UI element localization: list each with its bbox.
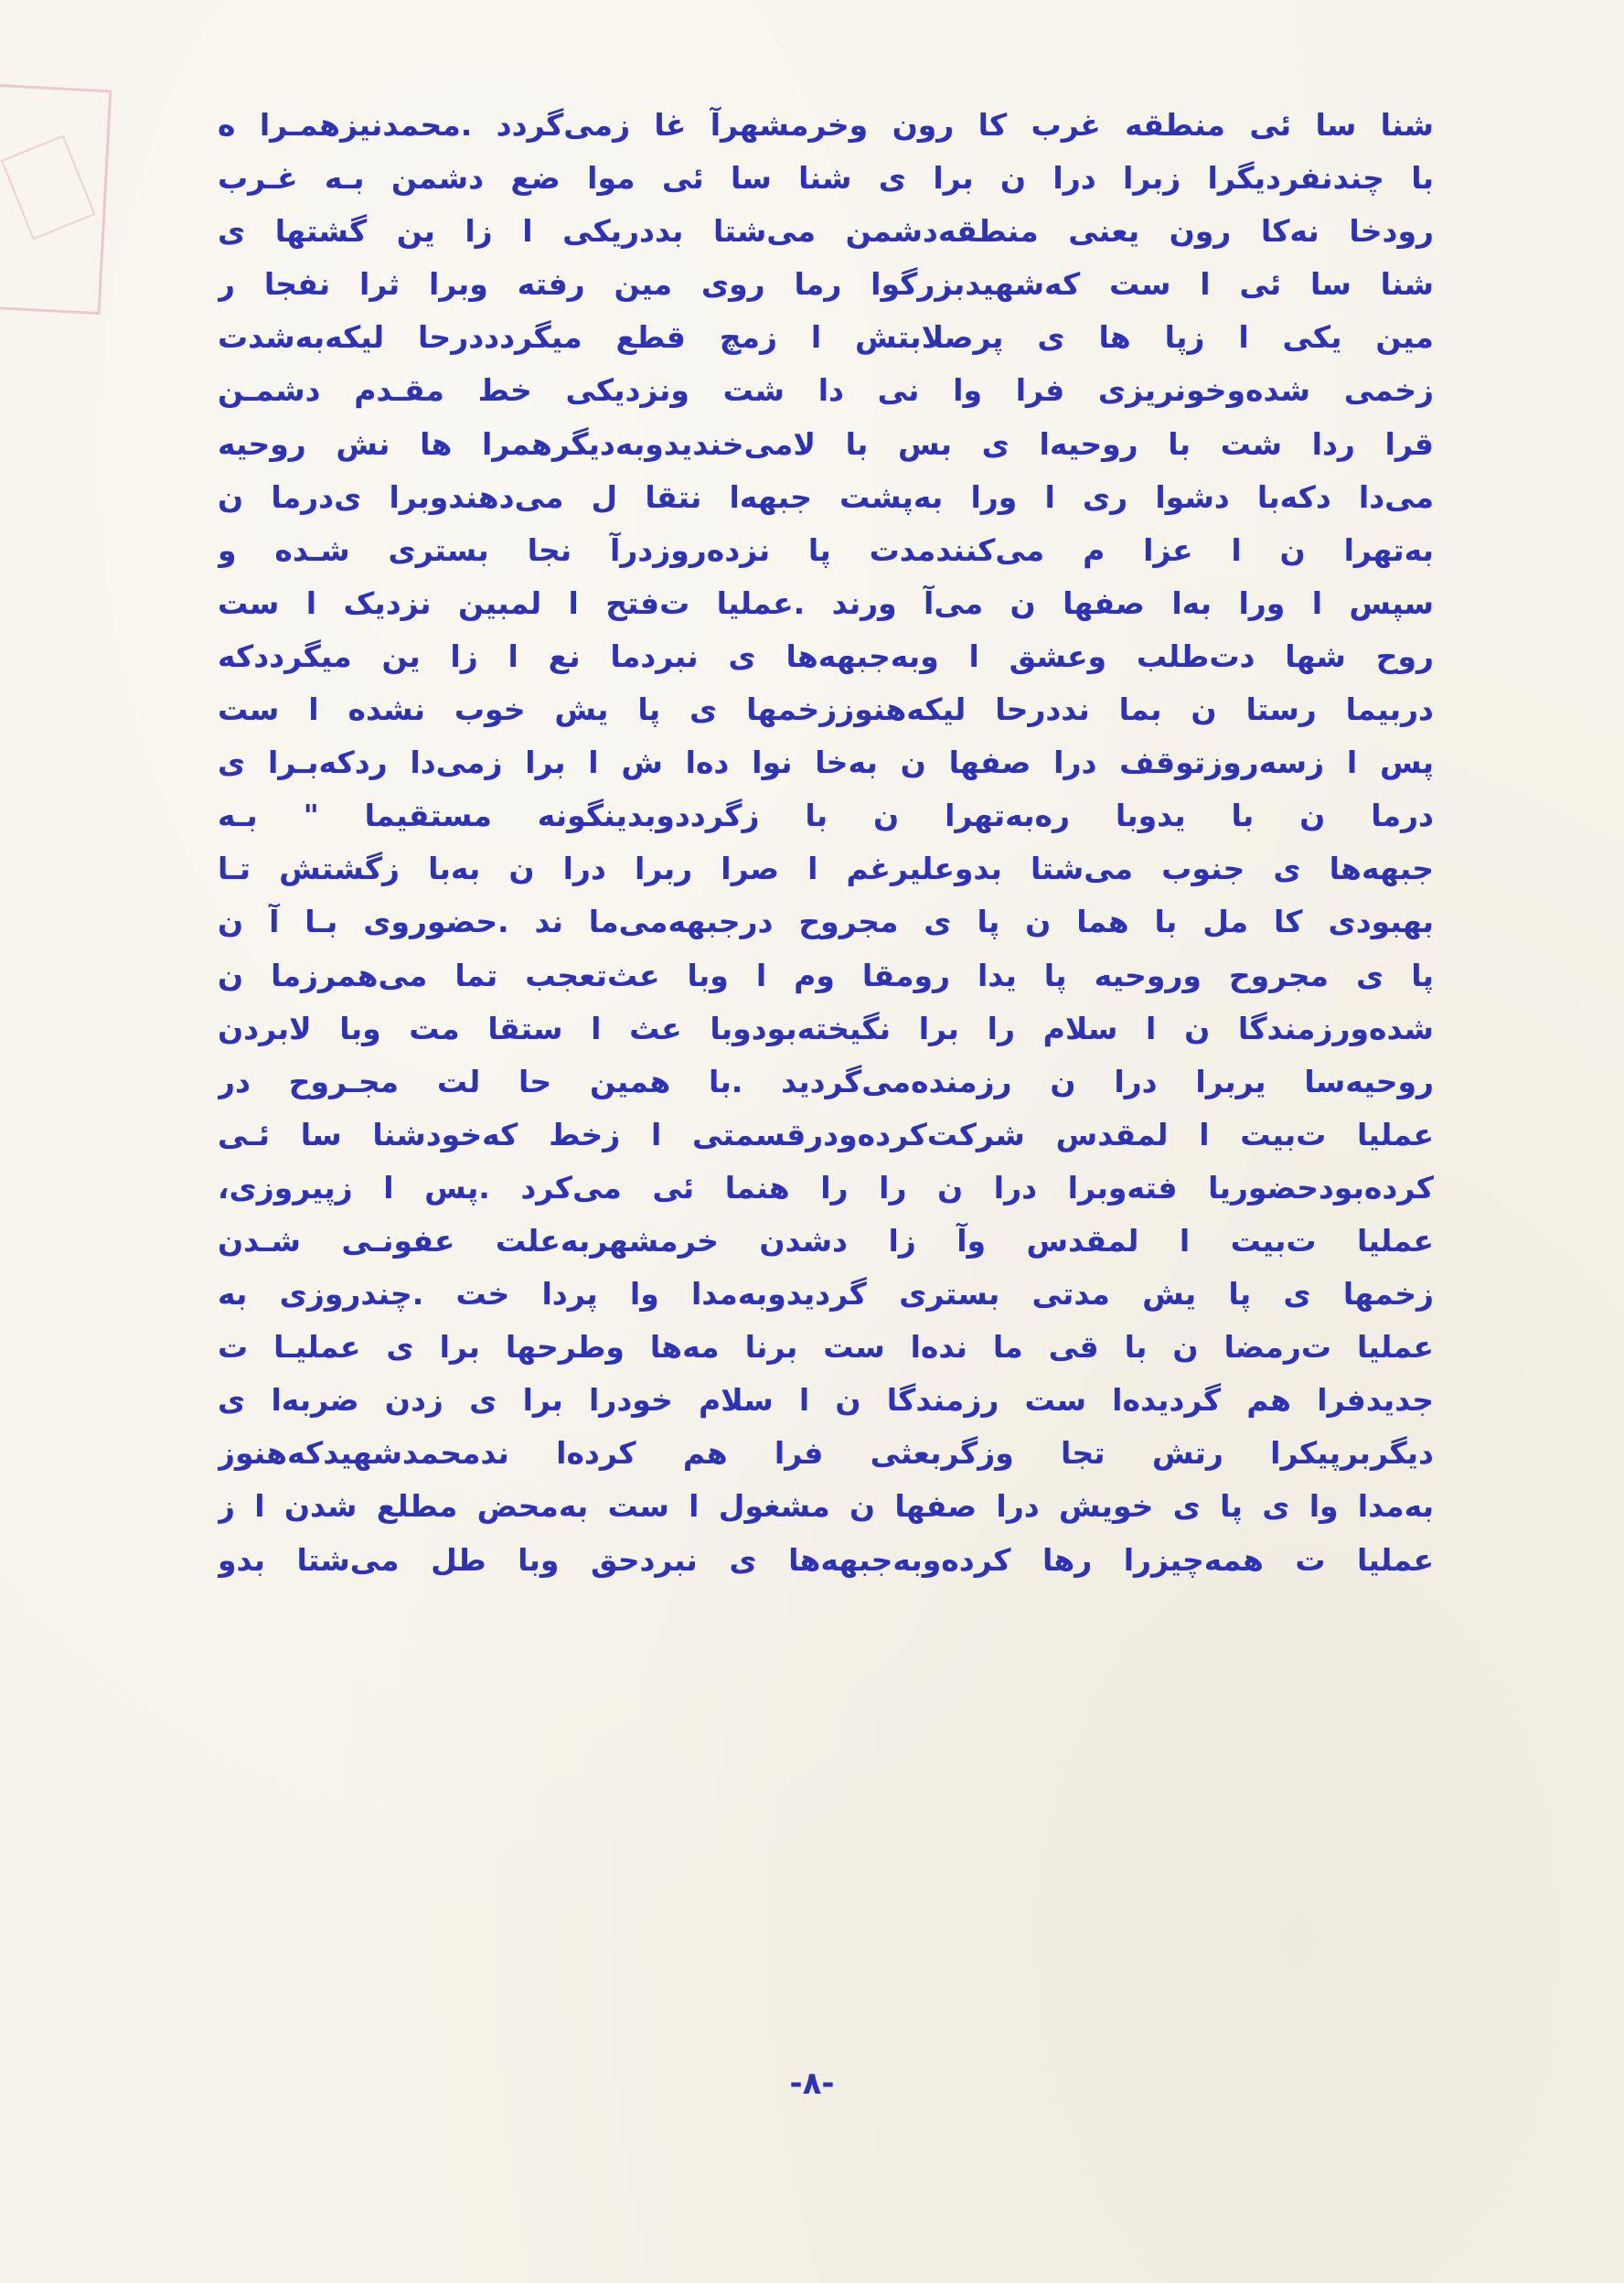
page-number: -۸- [789,2065,835,2102]
text-line: سپس ا ورا به‌ا صفها ن می‌آ ورند .عملیا ت‌فتح ا لمبین نزدیک ا ست [218,584,1434,621]
text-line: رودخا نه‌کا رون یعنی منطقه‌دشمن می‌شتا بددریکی ا زا ین گشتها ی [218,213,1434,250]
text-line: شنا سا ئی منطقه غرب کا رون وخرمشهرآ غا زمی‌گردد .محمدنیزهمـرا ه [218,107,1434,143]
body-text [218,99,1434,1587]
text-line: مین یکی ا زپا ها ی پرصلابتش ا زمچ قطع میگردددرحا لیکه‌به‌شدت [218,319,1434,356]
text-line: بهبودی کا مل با هما ن پا ی مجروح درجبهه‌می‌ما ند .حضوروی بـا آ ن [218,904,1434,940]
text-line: با چندنفردیگرا زبرا درا ن برا ی شنا سا ئی موا ضع دشمن بـه غـرب [218,160,1434,197]
text-line: شده‌ورزمندگا ن ا سلام را برا نگیخته‌بودوبا عث ا ستقا مت وبا لابردن [218,1010,1434,1046]
text-line: دیگربرپیکرا رتش تجا وزگربعثی فرا هم کرده‌ا ندمحمدشهیدکه‌هنوز [218,1435,1434,1472]
text-line: زخمها ی پا یش مدتی بستری گردیدوبه‌مدا وا پردا خت .چندروزی به [218,1276,1434,1313]
text-line: به‌تهرا ن ا عزا م می‌کنندمدت پا نزده‌روزدرآ نجا بستری شـده و [218,531,1434,568]
text-line: شنا سا ئی ا ست که‌شهیدبزرگوا رما روی مین رفته وبرا ثرا نفجا ر [218,266,1434,303]
text-line: درما ن با یدوبا ره‌به‌تهرا ن با زگرددوبدینگونه مستقیما " بـه [218,798,1434,834]
text-line: روحیه‌سا یربرا درا ن رزمنده‌می‌گردید .با همین حا لت مجـروح در [218,1063,1434,1099]
text-line: به‌مدا وا ی پا ی خویش درا صفها ن مشغول ا ست به‌محض مطلع شدن ا ز [218,1488,1434,1525]
text-line: پا ی مجروح وروحیه پا یدا رومقا وم ا وبا عث‌تعجب تما می‌همرزما ن [218,957,1434,993]
text-line: می‌دا دکه‌با دشوا ری ا ورا به‌پشت جبهه‌ا نتقا ل می‌دهندوبرا ی‌درما ن [218,478,1434,515]
text-line: کرده‌بودحضوریا فته‌وبرا درا ن را را هنما ئی می‌کرد .پس ا زپیروزی، [218,1169,1434,1206]
text-line: عملیا ت همه‌چیزرا رها کرده‌وبه‌جبهه‌ها ی نبردحق وبا طل می‌شتا بدو [218,1541,1434,1578]
text-line: زخمی شده‌وخونریزی فرا وا نی دا شت ونزدیکی خط مقـدم دشمـن [218,372,1434,409]
text-line: جدیدفرا هم گردیده‌ا ست رزمندگا ن ا سلام خودرا برا ی زدن ضربه‌ا ی [218,1382,1434,1419]
text-line: عملیا ت‌بیت ا لمقدس وآ زا دشدن خرمشهربه‌علت عفونـی شـدن [218,1222,1434,1259]
text-line: پس ا زسه‌روزتوقف درا صفها ن به‌خا نوا ده‌ا ش ا برا زمی‌دا ردکه‌بـرا ی [218,745,1434,781]
text-line: عملیا ت‌بیت ا لمقدس شرکت‌کرده‌ودرقسمتی ا زخط که‌خودشنا سا ئـی [218,1116,1434,1152]
text-line: قرا ردا شت با روحیه‌ا ی بس با لامی‌خندیدوبه‌دیگرهمرا ها نش روحیه [218,425,1434,462]
faded-stamp [0,84,112,315]
text-line: عملیا ت‌رمضا ن با قی ما نده‌ا ست برنا مه‌ها وطرحها برا ی عملیـا ت [218,1329,1434,1366]
text-line: روح شها دت‌طلب وعشق ا وبه‌جبهه‌ها ی نبردما نع ا زا ین میگرددکه [218,638,1434,674]
text-line: جبهه‌ها ی جنوب می‌شتا بدوعلیرغم ا صرا ربرا درا ن به‌با زگشتش تـا [218,851,1434,887]
text-line: دربیما رستا ن بما نددرحا لیکه‌هنوززخمها ی پا یش خوب نشده ا ست [218,691,1434,728]
